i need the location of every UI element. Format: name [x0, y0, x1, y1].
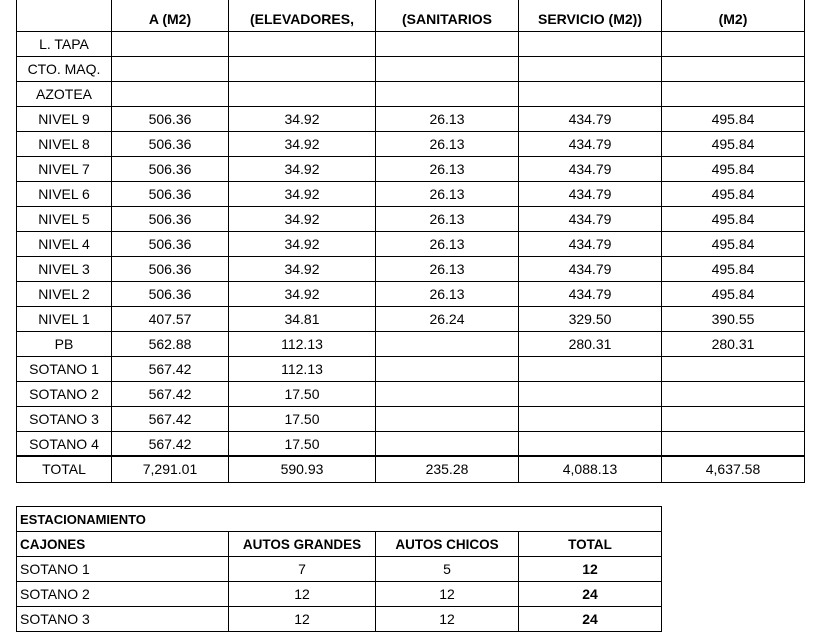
table-row — [17, 107, 805, 132]
table-cell — [376, 332, 519, 357]
parking-col-header: CAJONES — [17, 532, 112, 557]
row-label: PB — [17, 332, 112, 357]
table-cell: 407.57 — [112, 307, 229, 332]
table-cell — [519, 382, 662, 407]
table-row — [17, 207, 805, 232]
header-cell: (ELEVADORES, — [229, 0, 376, 32]
row-label: NIVEL 4 — [17, 232, 112, 257]
parking-total-cell: 24 — [519, 582, 662, 607]
parking-cell: 12 — [229, 607, 376, 632]
table-cell: 280.31 — [662, 332, 805, 357]
table-cell: 495.84 — [662, 107, 805, 132]
table-cell: 434.79 — [519, 107, 662, 132]
header-blank — [17, 0, 112, 32]
table-cell: 495.84 — [662, 232, 805, 257]
parking-cell: 5 — [376, 557, 519, 582]
parking-total-cell: 24 — [519, 607, 662, 632]
blank-cell — [112, 607, 229, 632]
area-table — [16, 0, 805, 457]
table-cell — [112, 57, 229, 82]
table-cell: 506.36 — [112, 107, 229, 132]
header-cell: (SANITARIOS — [376, 0, 519, 32]
table-cell: 17.50 — [229, 382, 376, 407]
table-row — [17, 82, 805, 107]
totals-table — [16, 455, 805, 483]
table-cell: 26.13 — [376, 132, 519, 157]
parking-title-row — [17, 507, 662, 532]
table-cell: 26.13 — [376, 232, 519, 257]
row-label: SOTANO 2 — [17, 382, 112, 407]
table-cell: 495.84 — [662, 207, 805, 232]
table-cell: 329.50 — [519, 307, 662, 332]
parking-row — [17, 582, 662, 607]
parking-title: ESTACIONAMIENTO — [17, 507, 229, 532]
table-cell: 495.84 — [662, 282, 805, 307]
parking-cell: 12 — [376, 582, 519, 607]
row-label: CTO. MAQ. — [17, 57, 112, 82]
table-cell — [519, 32, 662, 57]
total-cell: 4,637.58 — [662, 456, 805, 483]
table-cell — [376, 382, 519, 407]
blank-cell — [229, 507, 376, 532]
table-cell: 34.92 — [229, 207, 376, 232]
table-cell: 495.84 — [662, 257, 805, 282]
table-cell — [229, 82, 376, 107]
table-cell — [519, 357, 662, 382]
total-cell: 590.93 — [229, 456, 376, 483]
table-row — [17, 382, 805, 407]
table-row — [17, 132, 805, 157]
table-cell: 280.31 — [519, 332, 662, 357]
table-cell: 390.55 — [662, 307, 805, 332]
row-label: NIVEL 1 — [17, 307, 112, 332]
table-cell — [662, 382, 805, 407]
parking-total-cell: 12 — [519, 557, 662, 582]
table-cell: 434.79 — [519, 132, 662, 157]
table-cell — [229, 32, 376, 57]
parking-row — [17, 607, 662, 632]
table-row — [17, 257, 805, 282]
parking-row-label: SOTANO 1 — [17, 557, 112, 582]
table-cell — [662, 357, 805, 382]
row-label: NIVEL 8 — [17, 132, 112, 157]
table-cell: 26.13 — [376, 157, 519, 182]
header-cell: A (M2) — [112, 0, 229, 32]
table-cell: 562.88 — [112, 332, 229, 357]
table-cell — [519, 432, 662, 457]
total-label: TOTAL — [17, 456, 112, 483]
table-cell: 506.36 — [112, 282, 229, 307]
table-cell — [229, 57, 376, 82]
table-cell — [519, 82, 662, 107]
table-cell — [662, 432, 805, 457]
blank-cell — [376, 507, 519, 532]
blank-cell — [112, 582, 229, 607]
total-row — [17, 456, 805, 483]
table-cell: 495.84 — [662, 132, 805, 157]
table-cell — [112, 82, 229, 107]
table-cell: 506.36 — [112, 132, 229, 157]
table-cell — [662, 407, 805, 432]
table-row — [17, 332, 805, 357]
table-cell: 495.84 — [662, 182, 805, 207]
table-row — [17, 157, 805, 182]
parking-col-header: AUTOS GRANDES — [229, 532, 376, 557]
table-cell: 34.92 — [229, 282, 376, 307]
table-cell: 34.92 — [229, 132, 376, 157]
table-cell: 26.13 — [376, 282, 519, 307]
table-cell — [112, 32, 229, 57]
header-row — [17, 0, 805, 32]
table-cell — [519, 407, 662, 432]
table-cell: 567.42 — [112, 407, 229, 432]
parking-header-row — [17, 532, 662, 557]
row-label: AZOTEA — [17, 82, 112, 107]
table-cell — [376, 32, 519, 57]
table-row — [17, 407, 805, 432]
table-cell: 112.13 — [229, 357, 376, 382]
row-label: SOTANO 3 — [17, 407, 112, 432]
table-row — [17, 432, 805, 457]
table-cell — [376, 82, 519, 107]
table-row — [17, 282, 805, 307]
table-cell: 34.81 — [229, 307, 376, 332]
table-cell: 567.42 — [112, 382, 229, 407]
table-cell: 567.42 — [112, 357, 229, 382]
total-cell: 7,291.01 — [112, 456, 229, 483]
table-cell — [662, 57, 805, 82]
row-label: NIVEL 9 — [17, 107, 112, 132]
table-cell: 34.92 — [229, 257, 376, 282]
table-row — [17, 232, 805, 257]
table-cell: 567.42 — [112, 432, 229, 457]
table-cell — [376, 57, 519, 82]
table-row — [17, 182, 805, 207]
row-label: SOTANO 1 — [17, 357, 112, 382]
header-cell: SERVICIO (M2)) — [519, 0, 662, 32]
table-cell: 434.79 — [519, 182, 662, 207]
table-row — [17, 32, 805, 57]
table-cell: 17.50 — [229, 432, 376, 457]
row-label: NIVEL 3 — [17, 257, 112, 282]
table-cell — [662, 32, 805, 57]
table-cell: 34.92 — [229, 232, 376, 257]
total-cell: 235.28 — [376, 456, 519, 483]
row-label: SOTANO 4 — [17, 432, 112, 457]
table-row — [17, 357, 805, 382]
table-cell — [376, 432, 519, 457]
parking-cell: 12 — [376, 607, 519, 632]
row-label: NIVEL 6 — [17, 182, 112, 207]
table-row — [17, 307, 805, 332]
table-cell: 434.79 — [519, 257, 662, 282]
table-cell: 506.36 — [112, 232, 229, 257]
table-cell: 26.13 — [376, 207, 519, 232]
row-label: NIVEL 7 — [17, 157, 112, 182]
table-cell: 34.92 — [229, 182, 376, 207]
table-cell: 34.92 — [229, 107, 376, 132]
table-cell: 434.79 — [519, 232, 662, 257]
table-cell: 112.13 — [229, 332, 376, 357]
table-cell: 434.79 — [519, 207, 662, 232]
table-cell — [376, 407, 519, 432]
table-cell — [519, 57, 662, 82]
parking-col-header: AUTOS CHICOS — [376, 532, 519, 557]
table-cell: 434.79 — [519, 282, 662, 307]
parking-cell: 7 — [229, 557, 376, 582]
row-label: L. TAPA — [17, 32, 112, 57]
table-cell: 26.13 — [376, 182, 519, 207]
parking-table — [16, 506, 662, 632]
table-cell: 506.36 — [112, 257, 229, 282]
parking-row — [17, 557, 662, 582]
total-cell: 4,088.13 — [519, 456, 662, 483]
header-cell: (M2) — [662, 0, 805, 32]
table-cell: 506.36 — [112, 182, 229, 207]
table-cell: 506.36 — [112, 157, 229, 182]
table-cell: 506.36 — [112, 207, 229, 232]
table-cell: 495.84 — [662, 157, 805, 182]
parking-row-label: SOTANO 3 — [17, 607, 112, 632]
blank-cell — [112, 532, 229, 557]
blank-cell — [112, 557, 229, 582]
row-label: NIVEL 5 — [17, 207, 112, 232]
table-cell: 17.50 — [229, 407, 376, 432]
parking-cell: 12 — [229, 582, 376, 607]
table-cell: 434.79 — [519, 157, 662, 182]
parking-col-header: TOTAL — [519, 532, 662, 557]
table-cell: 26.13 — [376, 107, 519, 132]
table-row — [17, 57, 805, 82]
table-cell — [376, 357, 519, 382]
table-cell: 26.24 — [376, 307, 519, 332]
blank-cell — [519, 507, 662, 532]
table-cell — [662, 82, 805, 107]
parking-row-label: SOTANO 2 — [17, 582, 112, 607]
table-cell: 26.13 — [376, 257, 519, 282]
row-label: NIVEL 2 — [17, 282, 112, 307]
table-cell: 34.92 — [229, 157, 376, 182]
